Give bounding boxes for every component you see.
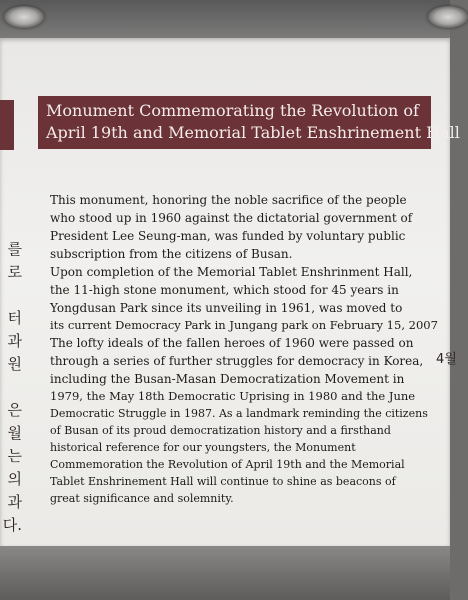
korean-char: 를 (7, 240, 22, 258)
body-line: President Lee Seung-man, was funded by voluntary public (50, 229, 406, 243)
ceiling (0, 0, 450, 40)
korean-char: 원 (7, 355, 22, 373)
body-line: who stood up in 1960 against the dictatorial government of (50, 211, 413, 225)
korean-char: 과 (7, 332, 22, 350)
body-line: its current Democracy Park in Jungang park on February 15, 2007 (50, 318, 438, 332)
korean-char: 로 (7, 263, 22, 281)
korean-char: 터 (7, 309, 22, 327)
neighbor-panel-title-tab (0, 100, 14, 150)
neighbor-panel-right-korean: 4월 (436, 352, 457, 367)
body-line: including the Busan-Masan Democratization Movement in (50, 372, 405, 386)
korean-char (0, 284, 22, 307)
korean-char: 과 (7, 493, 22, 511)
korean-char (0, 376, 22, 399)
korean-char: 월 (7, 424, 22, 442)
korean-char: 다. (2, 516, 22, 534)
sign-title-banner (38, 96, 460, 149)
floor (0, 546, 450, 600)
sign-body-text (50, 191, 438, 507)
body-line: the 11-high stone monument, which stood for 45 years in (50, 283, 399, 297)
body-line: Commemoration the Revolution of April 19th and the Memorial (50, 458, 405, 471)
body-line: great significance and solemnity. (50, 492, 234, 505)
sign-title-line-2: April 19th and Memorial Tablet Enshrinement Hall (46, 123, 460, 142)
ceiling-light-right (428, 6, 468, 28)
ceiling-light-left (4, 6, 44, 28)
body-line: historical reference for our youngsters, the Monument (50, 441, 356, 454)
body-line: through a series of further struggles for democracy in Korea, (50, 354, 424, 368)
neighbor-panel-korean-text (0, 238, 22, 537)
body-line: This monument, honoring the noble sacrifice of the people (50, 193, 407, 207)
body-line: The lofty ideals of the fallen heroes of 1960 were passed on (50, 336, 414, 350)
body-line: Tablet Enshrinement Hall will continue to shine as beacons of (50, 475, 396, 488)
body-line: Upon completion of the Memorial Tablet Enshrinment Hall, (50, 265, 413, 279)
sign-title-line-1: Monument Commemorating the Revolution of (46, 101, 419, 120)
body-line: Yongdusan Park since its unveiling in 1961, was moved to (50, 301, 403, 315)
body-line: Democratic Struggle in 1987. As a landmark reminding the citizens (50, 407, 428, 420)
body-line: 1979, the May 18th Democratic Uprising in 1980 and the June (50, 389, 416, 403)
korean-char: 의 (7, 470, 22, 488)
body-line: subscription from the citizens of Busan. (50, 247, 293, 261)
korean-char: 은 (7, 401, 22, 419)
korean-char: 는 (7, 447, 22, 465)
body-line: of Busan of its proud democratization history and a firsthand (50, 424, 391, 437)
